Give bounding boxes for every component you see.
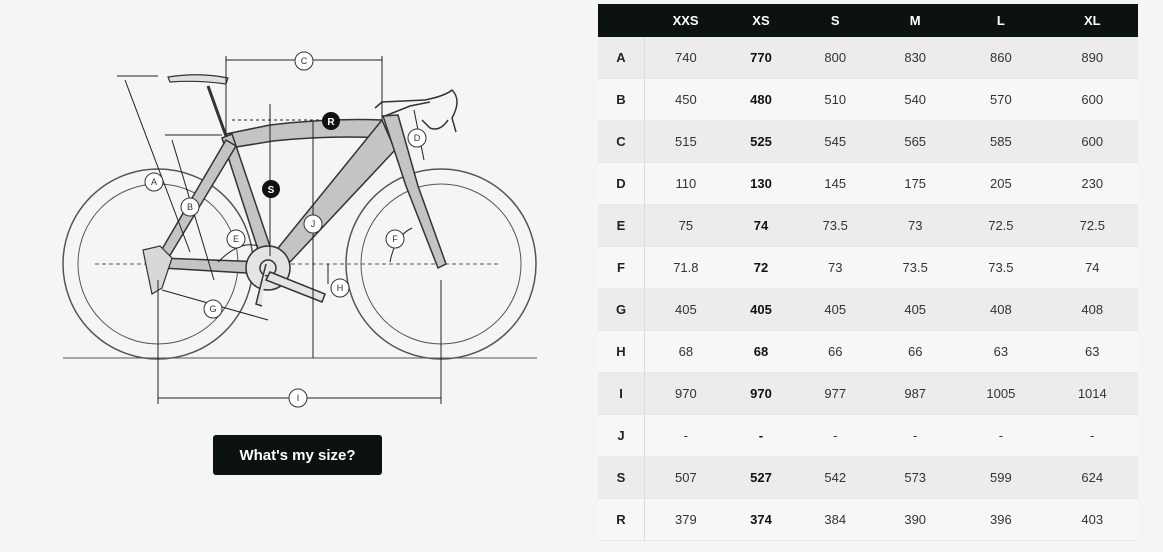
table-row: [598, 499, 1138, 541]
row-label: I: [598, 373, 645, 415]
row-label: G: [598, 289, 645, 331]
table-cell: -: [875, 415, 955, 457]
table-cell: 73: [875, 205, 955, 247]
svg-text:G: G: [209, 304, 217, 314]
size-header-row: [598, 4, 1138, 37]
table-row: [598, 37, 1138, 79]
table-row: [598, 373, 1138, 415]
table-cell: 130: [727, 163, 796, 205]
table-cell: 71.8: [645, 247, 727, 289]
size-header: XXS: [645, 4, 727, 37]
table-cell: 525: [727, 121, 796, 163]
table-cell: 390: [875, 499, 955, 541]
label-g-marker: [204, 300, 222, 318]
table-cell: 515: [645, 121, 727, 163]
table-row: [598, 79, 1138, 121]
row-label: S: [598, 457, 645, 499]
table-cell: 230: [1047, 163, 1138, 205]
table-cell: 565: [875, 121, 955, 163]
table-cell: 527: [727, 457, 796, 499]
svg-text:J: J: [310, 219, 316, 229]
bike-frame: [158, 115, 446, 274]
row-label: E: [598, 205, 645, 247]
table-cell: 977: [795, 373, 875, 415]
table-cell: 450: [645, 79, 727, 121]
table-cell: -: [1047, 415, 1138, 457]
size-header: L: [955, 4, 1046, 37]
table-cell: 987: [875, 373, 955, 415]
table-cell: 600: [1047, 121, 1138, 163]
table-cell: 384: [795, 499, 875, 541]
table-cell: 72.5: [955, 205, 1046, 247]
label-s-marker: [262, 180, 280, 198]
seatpost-and-saddle: [168, 75, 228, 136]
table-row: [598, 121, 1138, 163]
table-cell: 800: [795, 37, 875, 79]
table-cell: 970: [727, 373, 796, 415]
bike-geometry-diagram: [55, 40, 550, 420]
row-label: R: [598, 499, 645, 541]
size-header: S: [795, 4, 875, 37]
label-j-marker: [304, 215, 322, 233]
table-row: [598, 415, 1138, 457]
table-cell: 408: [1047, 289, 1138, 331]
geometry-table-body: [598, 37, 1138, 541]
table-cell: 480: [727, 79, 796, 121]
table-cell: 145: [795, 163, 875, 205]
label-a-marker: [145, 173, 163, 191]
label-i-marker: [289, 389, 307, 407]
table-cell: 600: [1047, 79, 1138, 121]
geometry-table: [598, 4, 1138, 541]
table-cell: 110: [645, 163, 727, 205]
row-label: D: [598, 163, 645, 205]
table-cell: -: [645, 415, 727, 457]
header-corner: [598, 4, 645, 37]
label-f-marker: [386, 230, 404, 248]
table-cell: 175: [875, 163, 955, 205]
table-cell: 73.5: [875, 247, 955, 289]
table-row: [598, 331, 1138, 373]
svg-text:B: B: [186, 202, 194, 212]
table-cell: 405: [727, 289, 796, 331]
table-cell: 545: [795, 121, 875, 163]
table-cell: 205: [955, 163, 1046, 205]
table-cell: 72: [727, 247, 796, 289]
svg-text:S: S: [267, 185, 275, 196]
label-e-marker: [227, 230, 245, 248]
svg-text:F: F: [392, 234, 398, 244]
svg-text:D: D: [413, 133, 421, 143]
label-b-marker: [181, 198, 199, 216]
table-cell: 73: [795, 247, 875, 289]
table-cell: 63: [955, 331, 1046, 373]
table-cell: 890: [1047, 37, 1138, 79]
row-label: A: [598, 37, 645, 79]
table-cell: -: [727, 415, 796, 457]
table-cell: 770: [727, 37, 796, 79]
table-cell: 405: [645, 289, 727, 331]
table-cell: 740: [645, 37, 727, 79]
label-c-marker: [295, 52, 313, 70]
table-cell: 599: [955, 457, 1046, 499]
svg-text:A: A: [150, 177, 158, 187]
table-row: [598, 205, 1138, 247]
table-cell: 1014: [1047, 373, 1138, 415]
table-cell: 860: [955, 37, 1046, 79]
label-r-marker: [322, 112, 340, 130]
size-header: M: [875, 4, 955, 37]
table-cell: 66: [795, 331, 875, 373]
table-cell: 405: [795, 289, 875, 331]
table-cell: -: [955, 415, 1046, 457]
table-cell: 75: [645, 205, 727, 247]
table-cell: 405: [875, 289, 955, 331]
table-row: [598, 247, 1138, 289]
table-cell: 624: [1047, 457, 1138, 499]
table-cell: 63: [1047, 331, 1138, 373]
table-cell: 72.5: [1047, 205, 1138, 247]
table-cell: 1005: [955, 373, 1046, 415]
row-label: B: [598, 79, 645, 121]
row-label: J: [598, 415, 645, 457]
table-cell: 73.5: [955, 247, 1046, 289]
table-cell: 542: [795, 457, 875, 499]
row-label: F: [598, 247, 645, 289]
row-label: H: [598, 331, 645, 373]
table-cell: 379: [645, 499, 727, 541]
table-cell: 396: [955, 499, 1046, 541]
table-cell: 970: [645, 373, 727, 415]
svg-text:E: E: [232, 234, 240, 244]
table-row: [598, 163, 1138, 205]
label-h-marker: [331, 279, 349, 297]
table-cell: 68: [727, 331, 796, 373]
table-cell: 403: [1047, 499, 1138, 541]
table-cell: 540: [875, 79, 955, 121]
table-cell: 73.5: [795, 205, 875, 247]
svg-text:H: H: [336, 283, 344, 293]
row-label: C: [598, 121, 645, 163]
svg-text:C: C: [300, 56, 308, 66]
size-header: XS: [727, 4, 796, 37]
table-cell: 510: [795, 79, 875, 121]
table-cell: 74: [727, 205, 796, 247]
size-header: XL: [1047, 4, 1138, 37]
whats-my-size-button[interactable]: What's my size?: [213, 435, 382, 475]
table-cell: 507: [645, 457, 727, 499]
table-cell: 573: [875, 457, 955, 499]
table-cell: 570: [955, 79, 1046, 121]
svg-text:R: R: [327, 117, 335, 128]
table-cell: 408: [955, 289, 1046, 331]
table-cell: 374: [727, 499, 796, 541]
label-d-marker: [408, 129, 426, 147]
table-cell: -: [795, 415, 875, 457]
table-row: [598, 457, 1138, 499]
table-cell: 585: [955, 121, 1046, 163]
svg-text:I: I: [296, 393, 300, 403]
table-cell: 74: [1047, 247, 1138, 289]
table-cell: 68: [645, 331, 727, 373]
table-row: [598, 289, 1138, 331]
table-cell: 66: [875, 331, 955, 373]
table-cell: 830: [875, 37, 955, 79]
